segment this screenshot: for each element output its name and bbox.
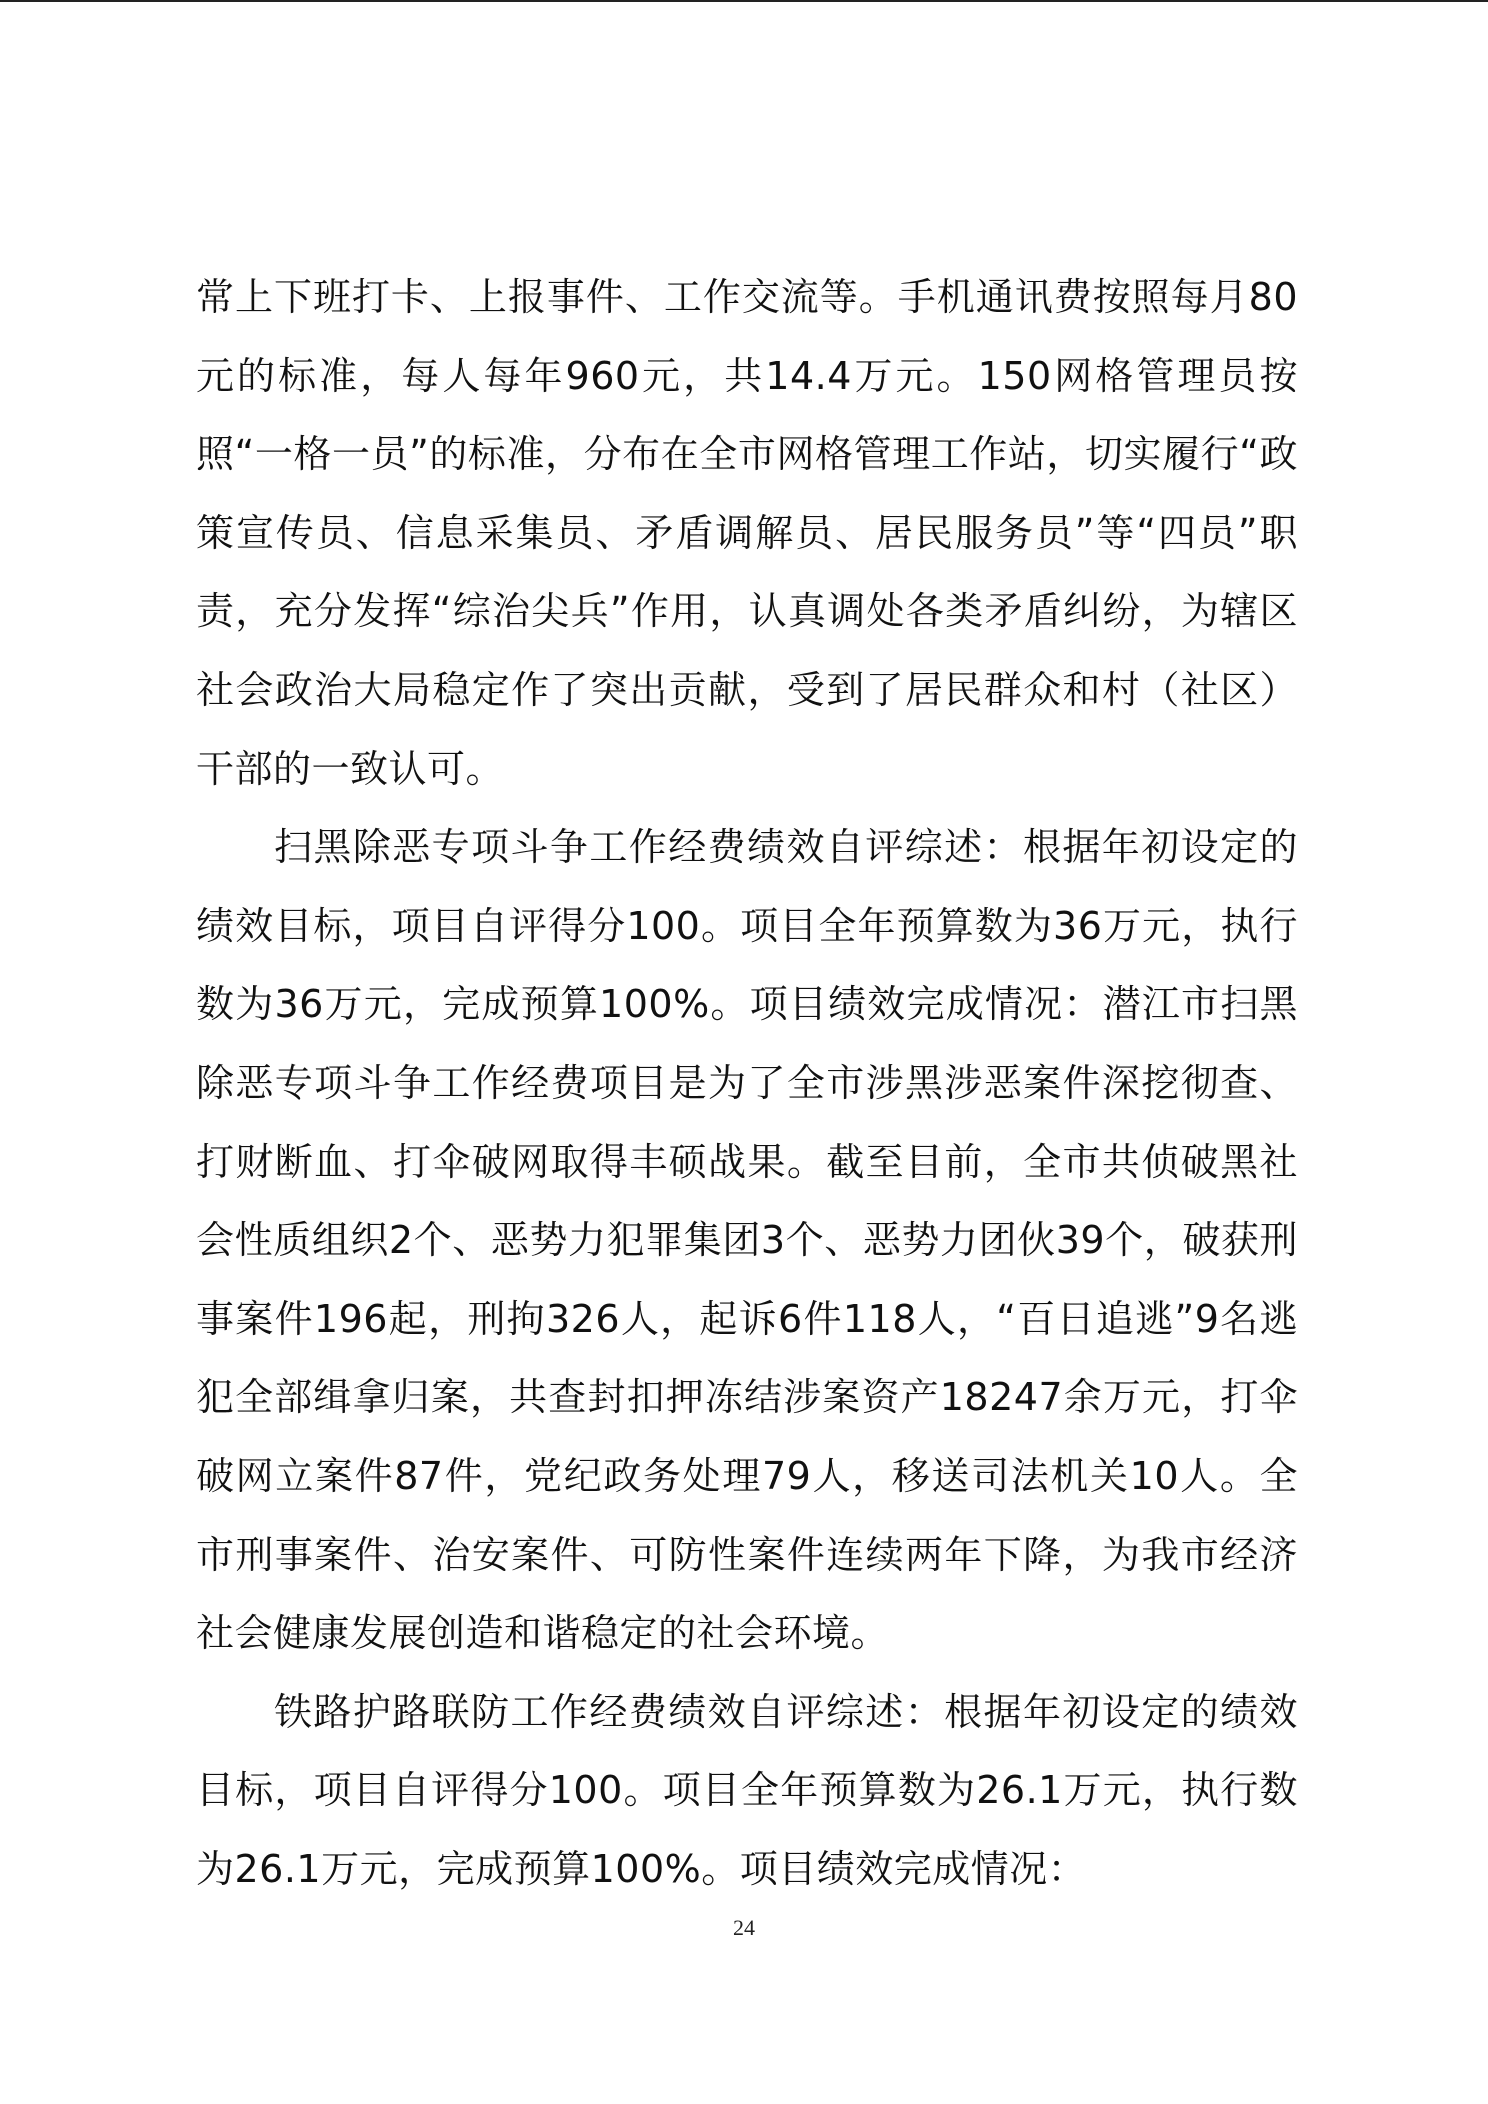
page-number: 24: [733, 1915, 755, 1940]
paragraph-railway-protection-funding: 铁路护路联防工作经费绩效自评综述：根据年初设定的绩效目标，项目自评得分100。项目全年预算数为26.1万元，执行数为26.1万元，完成预算100%。项目绩效完成情况：: [196, 1689, 1298, 1891]
paragraph-anti-crime-funding: 扫黑除恶专项斗争工作经费绩效自评综述：根据年初设定的绩效目标，项目自评得分100。项目全年预算数为36万元，执行数为36万元，完成预算100%。项目绩效完成情况：潜江市扫黑除恶专项斗争工作经费项目是为了全市涉黑涉恶案件深挖彻查、打财断血、打伞破网取得丰硕战果。截至目前，全市共侦破黑社会性质组织2个、恶势力犯罪集团3个、恶势力团伙39个，破获刑事案件196起，刑拘326人，起诉6件118人，“百日追逃”9名逃犯全部缉拿归案，共查封扣押冻结涉案资产18247余万元，打伞破网立案件87件，党纪政务处理79人，移送司法机关10人。全市刑事案件、治安案件、可防性案件连续两年下降，为我市经济社会健康发展创造和谐稳定的社会环境。: [196, 825, 1298, 1656]
paragraph-grid-staff-continued: 常上下班打卡、上报事件、工作交流等。手机通讯费按照每月80元的标准，每人每年960元，共14.4万元。150网格管理员按照“一格一员”的标准，分布在全市网格管理工作站，切实履行“政策宣传员、信息采集员、矛盾调解员、居民服务员”等“四员”职责，充分发挥“综治尖兵”作用，认真调处各类矛盾纠纷，为辖区社会政治大局稳定作了突出贡献，受到了居民群众和村（社区）干部的一致认可。: [196, 275, 1298, 791]
page-top-border: [0, 0, 1488, 2]
document-body: [196, 258, 1298, 1908]
